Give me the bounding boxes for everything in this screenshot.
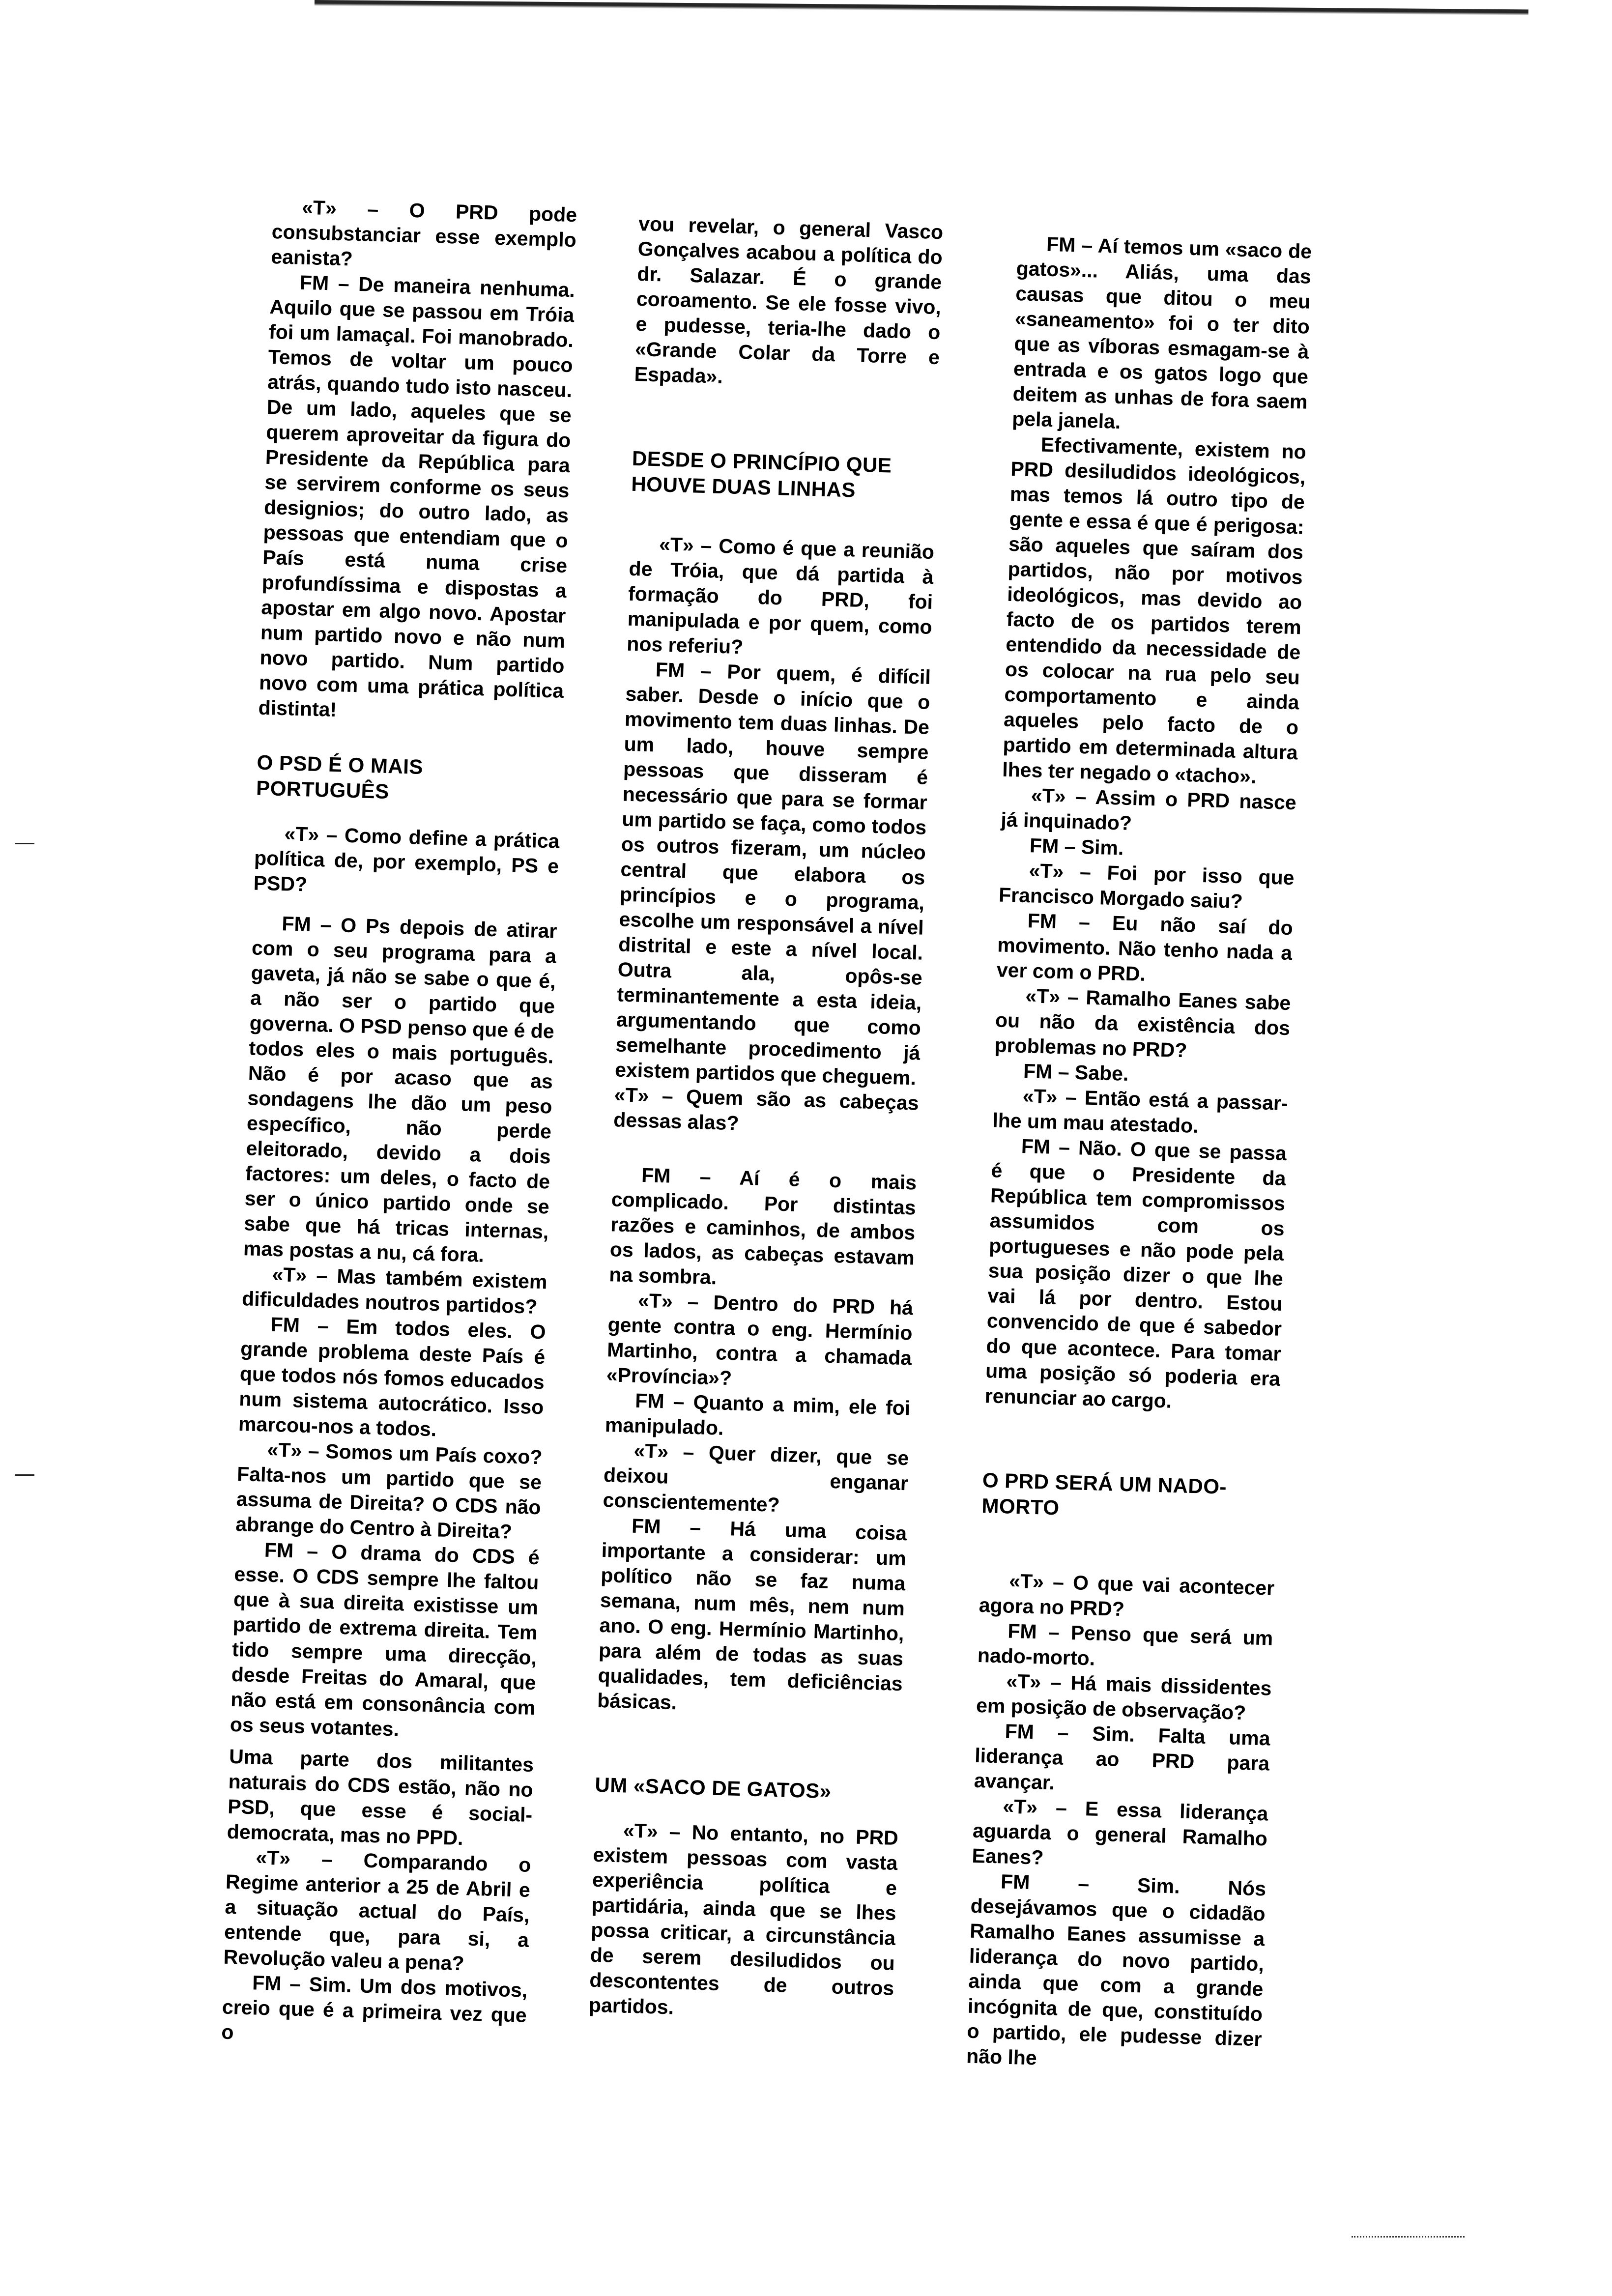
interview-answer: vou revelar, o general Vasco Gonçalves acabou a política do dr. Salazar. É o grande coroamento. Se ele fosse vivo, e pudesse, teria-lhe dado o «Grande Colar da Torre e Espada». bbox=[634, 212, 944, 388]
interview-question: «T» – E essa liderança aguarda o general Ramalho Eanes? bbox=[972, 1795, 1268, 1869]
article-column-3 bbox=[966, 231, 1312, 2077]
section-heading: UM «SACO DE GATOS» bbox=[594, 1773, 832, 1803]
interview-answer: FM – Não. O que se passa é que o Presidente da República tem compromissos assumidos com os portugueses e não pode pela sua posição dizer o que lhe vai lá por dentro. Estou convencido de que é sabedor do que acontece. Para tomar uma posição só poderia era renunciar ao cargo. bbox=[984, 1134, 1287, 1412]
section-heading: O PRD SERÁ UM NADO-MORTO bbox=[981, 1468, 1227, 1520]
interview-question: «T» – Somos um País coxo? Falta-nos um partido que se assuma de Direita? O CDS não abrange do Centro à Direita? bbox=[235, 1438, 543, 1543]
interview-answer: FM – Em todos eles. O grande problema deste País é que todos nós fomos educados num sistema autocrático. Isso marcou-nos a todos. bbox=[238, 1313, 547, 1441]
interview-question: «T» – Mas também existem dificuldades noutros partidos? bbox=[241, 1263, 548, 1318]
interview-question: «T» – Então está a passar-lhe um mau atestado. bbox=[992, 1084, 1289, 1137]
interview-question: «T» – Comparando o Regime anterior a 25 de Abril e a situação actual do País, entende que, para si, a Revolução valeu a pena? bbox=[223, 1846, 531, 1975]
interview-answer: FM – Aí é o mais complicado. Por distintas razões e caminhos, de ambos os lados, as cabeças estavam na sombra. bbox=[608, 1163, 917, 1289]
interview-question: «T» – Quem são as cabeças dessas alas? bbox=[613, 1083, 920, 1135]
interview-answer: FM – De maneira nenhuma. Aquilo que se passou em Tróia foi um lamaçal. Foi manobrado. Temos de voltar um pouco atrás, quando tudo isto nasceu. De um lado, aqueles que se querem aproveitar da figura do Presidente da República para se servirem conforme os seus designios; do outro lado, as pessoas que entendiam que o País está numa crise profundíssima e dispostas a apostar em algo novo. Apostar num partido novo e não num novo partido. Num partido novo com uma prática política distinta! bbox=[258, 271, 576, 721]
interview-answer: FM – Sim. Nós desejávamos que o cidadão Ramalho Eanes assumisse a liderança do novo partido, ainda que com a grande incógnita de que, constituído o partido, ele pudesse dizer não lhe bbox=[966, 1870, 1267, 2069]
interview-question: «T» – No entanto, no PRD existem pessoas com vasta experiência política e partidária, ainda que se lhes possa criticar, a circunstância de serem desiludidos ou descontentes de outros partidos. bbox=[588, 1819, 899, 2019]
interview-answer: FM – Sabe. bbox=[1023, 1060, 1129, 1085]
article-column-1 bbox=[221, 194, 577, 2053]
interview-answer: Efectivamente, existem no PRD desiludidos ideológicos, mas temos lá outro tipo de gente e essa é que é perigosa: são aqueles que saíram dos partidos, não por motivos ideológicos, mas devido ao facto de os partidos terem entendido da necessidade de os colocar na rua pelo seu comportamento e ainda aqueles pelo facto de o partido em determinada altura lhes ter negado o «tacho». bbox=[1002, 433, 1307, 788]
interview-answer: FM – Há uma coisa importante a considerar: um político não se faz numa semana, num mês, nem num ano. O eng. Hermínio Martinho, para além de todas as suas qualidades, tem deficiências básicas. bbox=[597, 1514, 907, 1714]
interview-answer: FM – O Ps depois de atirar com o seu programa para a gaveta, já não se sabe o que é, a não ser o partido que governa. O PSD penso que é de todos eles o mais português. Não é por acaso que as sondagens lhe dão um peso específico, não perde eleitorado, devido a dois factores: um deles, o facto de ser o único partido onde se sabe que há tricas internas, mas postas a nu, cá fora. bbox=[243, 912, 557, 1266]
interview-answer: FM – Eu não saí do movimento. Não tenho nada a ver com o PRD. bbox=[996, 909, 1294, 985]
interview-question: «T» – Ramalho Eanes sabe ou não da existência dos problemas no PRD? bbox=[994, 984, 1291, 1062]
interview-answer: FM – Penso que será um nado-morto. bbox=[977, 1619, 1273, 1670]
margin-mark bbox=[15, 1474, 34, 1476]
interview-question: «T» – O que vai acontecer agora no PRD? bbox=[979, 1569, 1275, 1621]
interview-answer: FM – Sim. Um dos motivos, creio que é a primeira vez que o bbox=[221, 1971, 528, 2044]
scan-edge-artifact bbox=[315, 0, 1528, 15]
interview-answer: FM – Por quem, é difícil saber. Desde o início que o movimento tem duas linhas. De um lado, houve sempre pessoas que disseram é necessário que para se formar um partido se faça, como todos os outros fizeram, um núcleo central que elabora os princípios e o programa, escolhe um responsável a nível distrital e este a nível local. Outra ala, opôs-se terminantemente a esta ideia, argumentando que como semelhante procedimento já existem partidos que cheguem. bbox=[614, 658, 931, 1090]
interview-question: «T» – Há mais dissidentes em posição de observação? bbox=[976, 1669, 1272, 1724]
interview-answer: FM – Aí temos um «saco de gatos»... Aliás, uma das causas que ditou o meu «saneamento» foi o ter dito que as víboras esmagam-se à entrada e os gatos logo que deitem as unhas de fora saem pela janela. bbox=[1011, 232, 1312, 433]
interview-question: «T» – Foi por isso que Francisco Morgado saiu? bbox=[998, 859, 1295, 913]
interview-answer: FM – Quanto a mim, ele foi manipulado. bbox=[604, 1389, 911, 1439]
interview-question: «T» – Dentro do PRD há gente contra o eng. Hermínio Martinho, contra a chamada «Província»? bbox=[606, 1289, 914, 1390]
interview-answer: FM – O drama do CDS é esse. O CDS sempre lhe faltou que à sua direita existisse um partido de extrema direita. Tem tido sempre uma direcção, desde Freitas do Amaral, que não está em consonância com os seus votantes. bbox=[230, 1538, 540, 1741]
interview-question: «T» – Como define a prática política de, por exemplo, PS e PSD? bbox=[253, 822, 560, 896]
interview-answer: Uma parte dos militantes naturais do CDS estão, não no PSD, que esse é social-democrata, mas no PPD. bbox=[227, 1745, 534, 1850]
interview-question: «T» – Quer dizer, que se deixou enganar conscientemente? bbox=[603, 1439, 910, 1517]
interview-answer: FM – Sim. bbox=[1029, 834, 1124, 860]
interview-question: «T» – Como é que a reunião de Tróia, que dá partida à formação do PRD, foi manipulada e por quem, como nos referiu? bbox=[626, 533, 935, 659]
section-heading: O PSD É O MAIS PORTUGUÊS bbox=[256, 750, 424, 804]
article-column-2 bbox=[588, 211, 943, 2026]
margin-mark bbox=[15, 843, 34, 844]
scan-noise-dots bbox=[1352, 2236, 1465, 2239]
interview-question: «T» – Assim o PRD nasce já inquinado? bbox=[1000, 784, 1297, 834]
interview-answer: FM – Sim. Falta uma liderança ao PRD para avançar. bbox=[974, 1720, 1271, 1794]
interview-question: «T» – O PRD pode consubstanciar esse exemplo eanista? bbox=[270, 196, 577, 270]
section-heading: DESDE O PRINCÍPIO QUE HOUVE DUAS LINHAS bbox=[631, 446, 892, 502]
